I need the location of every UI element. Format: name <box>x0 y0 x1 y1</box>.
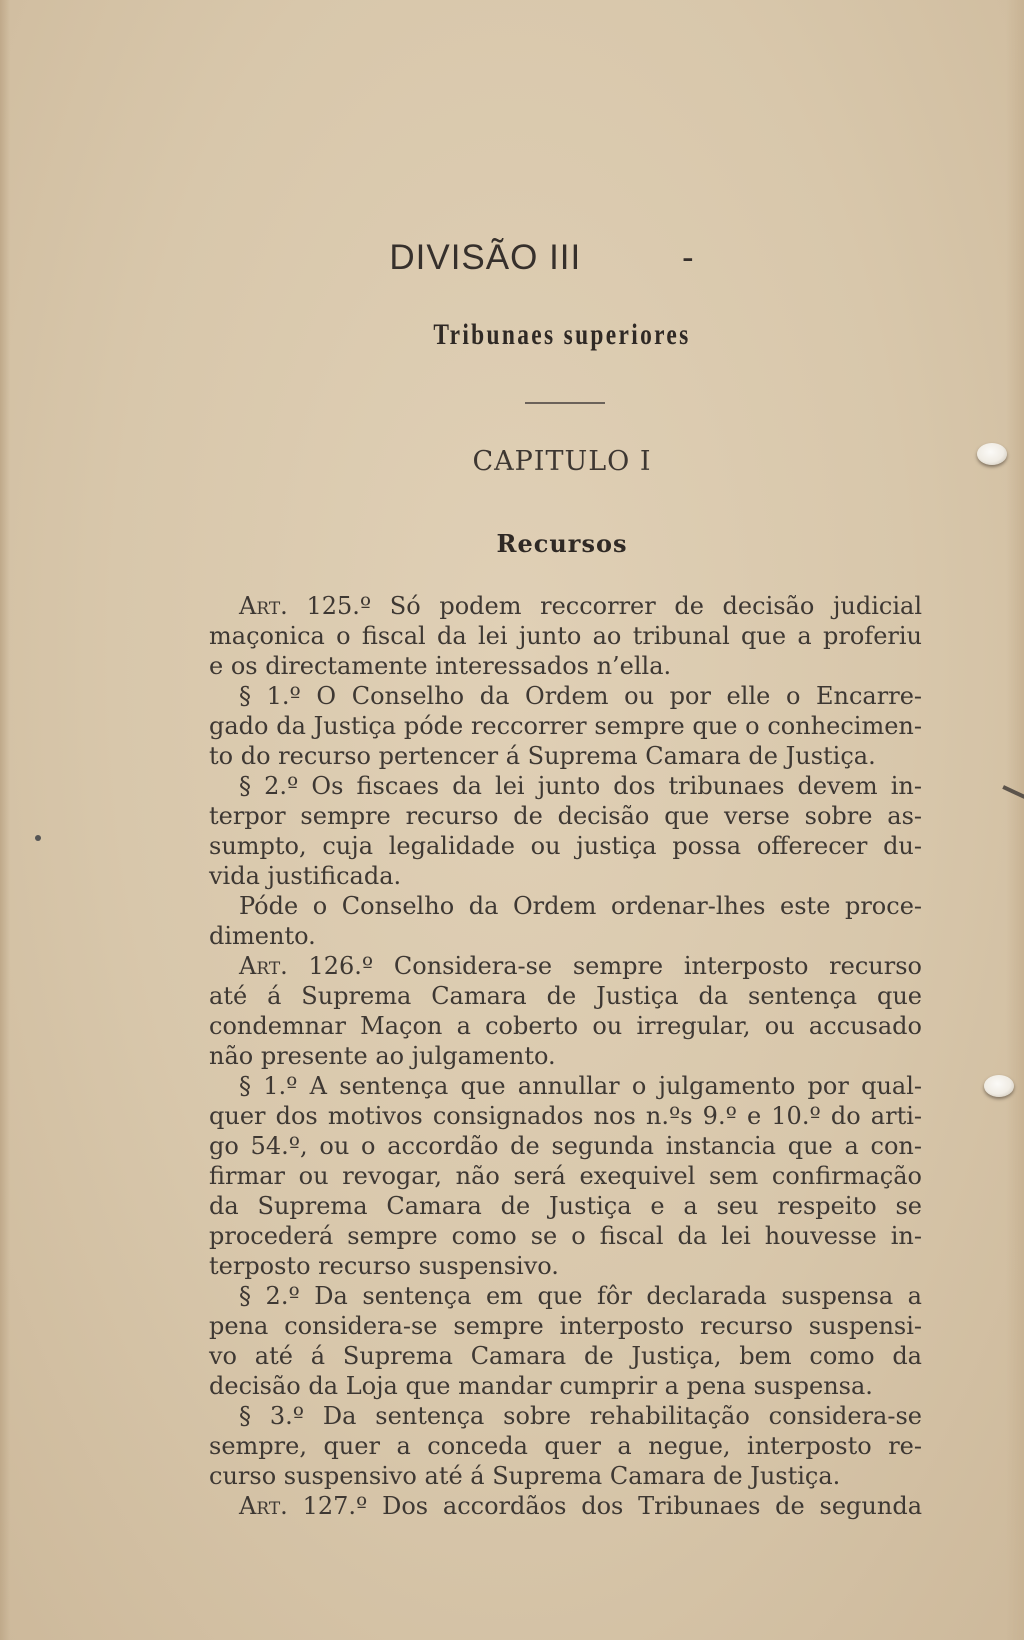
line-text: até á Suprema Camara de Justiça da sentença que <box>209 982 922 1010</box>
ink-speck <box>35 835 41 841</box>
text-line <box>209 1011 922 1041</box>
line-text: § 1.º A sentença que annullar o julgamento por qual- <box>239 1072 922 1100</box>
subsection-heading: Recursos <box>496 529 628 558</box>
text-line <box>209 1041 922 1071</box>
division-heading <box>0 238 1024 278</box>
division-mark: - <box>681 238 695 277</box>
chapter-heading: CAPITULO I <box>472 446 652 477</box>
line-text: go 54.º, ou o accordão de segunda instancia que a con- <box>209 1132 922 1160</box>
line-text: gado da Justiça póde reccorrer sempre que o conhecimen- <box>209 712 922 740</box>
text-line <box>209 681 922 711</box>
text-line <box>209 1101 922 1131</box>
text-line <box>209 1251 922 1281</box>
text-line <box>209 921 922 951</box>
line-text: maçonica o fiscal da lei junto ao tribunal que a proferiu <box>209 622 922 650</box>
line-text: vo até á Suprema Camara de Justiça, bem como da <box>209 1342 922 1370</box>
text-line <box>209 1221 922 1251</box>
text-line <box>209 711 922 741</box>
text-line <box>209 651 922 681</box>
line-text: § 1.º O Conselho da Ordem ou por elle o Encarre- <box>239 682 922 710</box>
line-text: procederá sempre como se o fiscal da lei houvesse in- <box>209 1222 922 1250</box>
divider-rule <box>525 402 605 404</box>
line-text: 127.º Dos accordãos dos Tribunaes de segunda <box>287 1492 922 1520</box>
line-text: 126.º Considera-se sempre interposto recurso <box>287 952 922 980</box>
line-text: não presente ao julgamento. <box>209 1042 556 1070</box>
text-line <box>209 891 922 921</box>
division-title-text: DIVISÃO III <box>389 238 582 277</box>
text-line <box>209 1281 922 1311</box>
line-text: decisão da Loja que mandar cumprir a pena suspensa. <box>209 1372 873 1400</box>
line-text: terpor sempre recurso de decisão que verse sobre as- <box>209 802 922 830</box>
line-text: pena considera-se sempre interposto recurso suspensi- <box>209 1312 922 1340</box>
text-line <box>209 1461 922 1491</box>
binding-hole <box>984 1075 1014 1097</box>
line-text: vida justificada. <box>209 862 402 890</box>
text-line <box>209 1401 922 1431</box>
text-line <box>209 951 922 981</box>
text-line <box>209 1071 922 1101</box>
text-line <box>209 1491 922 1521</box>
line-text: sumpto, cuja legalidade ou justiça possa offerecer du- <box>209 832 922 860</box>
line-text: § 2.º Da sentença em que fôr declarada suspensa a <box>239 1282 922 1310</box>
body-text <box>209 591 922 1521</box>
line-text: to do recurso pertencer á Suprema Camara de Justiça. <box>209 742 876 770</box>
text-line <box>209 741 922 771</box>
text-line <box>209 771 922 801</box>
text-line <box>209 1341 922 1371</box>
line-text: quer dos motivos consignados nos n.ºs 9.º e 10.º do arti- <box>209 1102 922 1130</box>
text-line <box>209 861 922 891</box>
text-line <box>209 591 922 621</box>
line-text: dimento. <box>209 922 316 950</box>
line-text: e os directamente interessados n’ella. <box>209 652 672 680</box>
section-heading: Tribunaes superiores <box>433 318 691 351</box>
text-line <box>209 1131 922 1161</box>
text-line <box>209 1191 922 1221</box>
article-label: Art. <box>239 592 288 620</box>
article-label: Art. <box>239 1492 288 1520</box>
line-text: da Suprema Camara de Justiça e a seu respeito se <box>209 1192 922 1220</box>
line-text: terposto recurso suspensivo. <box>209 1252 559 1280</box>
text-line <box>209 1371 922 1401</box>
line-text: § 2.º Os fiscaes da lei junto dos tribunaes devem in- <box>239 772 922 800</box>
line-text: curso suspensivo até á Suprema Camara de Justiça. <box>209 1462 841 1490</box>
line-text: condemnar Maçon a coberto ou irregular, ou accusado <box>209 1012 922 1040</box>
text-line <box>209 1311 922 1341</box>
text-line <box>209 1431 922 1461</box>
text-line <box>209 831 922 861</box>
binding-hole <box>977 443 1007 465</box>
text-line <box>209 981 922 1011</box>
text-line <box>209 801 922 831</box>
line-text: § 3.º Da sentença sobre rehabilitação considera-se <box>239 1402 922 1430</box>
article-label: Art. <box>239 952 288 980</box>
line-text: Póde o Conselho da Ordem ordenar-lhes este proce- <box>239 892 922 920</box>
text-line <box>209 621 922 651</box>
text-line <box>209 1161 922 1191</box>
line-text: firmar ou revogar, não será exequivel sem confirmação <box>209 1162 922 1190</box>
line-text: 125.º Só podem reccorrer de decisão judicial <box>287 592 922 620</box>
line-text: sempre, quer a conceda quer a negue, interposto re- <box>209 1432 922 1460</box>
